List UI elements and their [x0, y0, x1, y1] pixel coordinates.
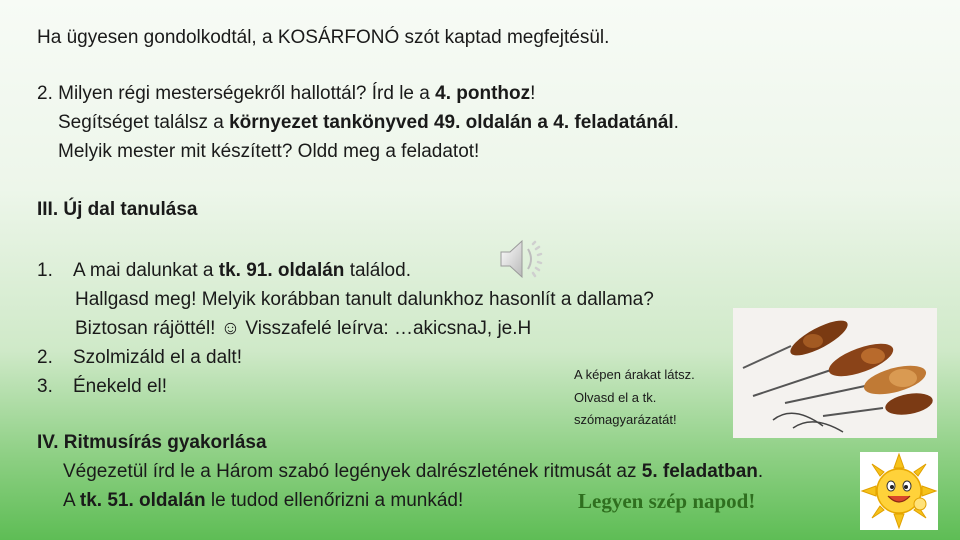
task2-text: 2. Milyen régi mesterségekről hallottál? Írd le a [37, 83, 436, 104]
section3-item1-line2: Hallgasd meg! Melyik korábban tanult dalunkhoz hasonlít a dallama? [75, 289, 654, 310]
item1-number: 1. [37, 260, 53, 281]
image-note-line3: szómagyarázatát! [574, 412, 677, 427]
intro-text: Ha ügyesen gondolkodtál, a KOSÁRFONÓ szót kaptad megfejtésül. [37, 27, 610, 48]
item1-text-c: találod. [344, 260, 411, 281]
section3-item1-text [73, 259, 411, 283]
task2-line2 [58, 111, 679, 135]
section4-page-ref: tk. 51. oldalán [79, 490, 206, 511]
section4-line1 [63, 460, 763, 484]
section3-item1 [37, 259, 53, 283]
task2-line1 [37, 82, 535, 106]
item1-page-ref: tk. 91. oldalán [218, 260, 345, 281]
section3-title: III. Új dal tanulása [37, 199, 198, 220]
section4-line1-text: Végezetül írd le a Három szabó legények dalrészletének ritmusát az [63, 461, 642, 482]
closing-greeting: Legyen szép napod! [578, 489, 756, 513]
task2-help-text: Segítséget találsz a [58, 112, 230, 133]
section4-line2-text-a: A [63, 490, 80, 511]
task2-textbook-ref: környezet tankönyved 49. oldalán a 4. feladatánál [229, 112, 674, 133]
section3-item2: Szolmizáld el a dalt! [73, 347, 242, 368]
task2-mark: ! [530, 83, 536, 104]
section3-item2-number: 2. [37, 347, 53, 368]
section4-line2-text-c: le tudod ellenőrizni a munkád! [205, 490, 464, 511]
section4-title: IV. Ritmusírás gyakorlása [37, 432, 267, 453]
speaker-icon[interactable] [498, 235, 548, 283]
section3-item3-number: 3. [37, 376, 53, 397]
section3-item1-line3: Biztosan rájöttél! ☺ Visszafelé leírva: …akicsnaJ, je.H [75, 318, 532, 339]
task2-help-dot: . [673, 112, 679, 133]
image-note-line2: Olvasd el a tk. [574, 390, 657, 405]
awl-tools-photo [733, 308, 937, 438]
image-note-line1: A képen árakat látsz. [574, 367, 695, 382]
section3-item3: Énekeld el! [73, 376, 168, 397]
section4-line2 [63, 489, 463, 513]
section4-line1-dot: . [757, 461, 764, 482]
task2-point: 4. ponthoz [435, 83, 531, 104]
smiling-sun-icon [860, 452, 938, 530]
task2-line3: Melyik mester mit készített? Oldd meg a feladatot! [58, 141, 480, 162]
item1-text-a: A mai dalunkat a [73, 260, 219, 281]
section4-task-ref: 5. feladatban [641, 461, 758, 482]
